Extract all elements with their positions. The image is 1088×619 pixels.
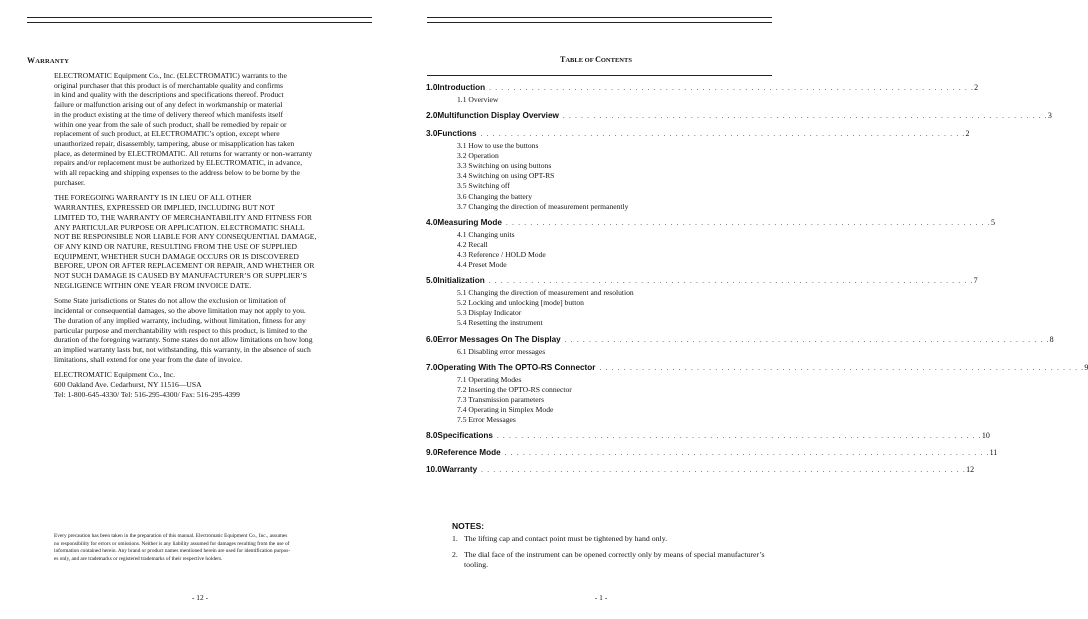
toc-section: [426, 465, 975, 477]
toc-subsection[interactable]: 1.1 Overview: [457, 95, 499, 104]
toc-subsection[interactable]: 3.2 Operation: [457, 151, 499, 161]
toc-section-number: 9.0: [426, 448, 438, 458]
company-address: ELECTROMATIC Equipment Co., Inc. 600 Oakland Ave. Cedarhurst, NY 11516—USA Tel: 1-800-645-4330/ Tel: 516-295-4300/ Fax: 516-295-4399: [54, 370, 240, 399]
toc-entry[interactable]: [426, 431, 990, 443]
note-item: [452, 550, 772, 571]
toc-entry[interactable]: [426, 217, 995, 230]
table-of-contents: [426, 83, 1088, 477]
toc-section: [426, 362, 1088, 425]
notes-section: [452, 521, 772, 576]
toc-page-number: 8: [1049, 334, 1054, 344]
toc-page-number: 10: [981, 431, 990, 441]
warranty-disclaimer: THE FOREGOING WARRANTY IS IN LIEU OF ALL OTHER WARRANTIES, EXPRESSED OR IMPLIED, INCLUDING BUT NOT LIMITED TO, THE WARRANTY OF MERCHANTABILITY AND FITNESS FOR ANY PARTICULAR PURPOSE OR APPLICATION. ELECTROMATIC SHALL NOT BE RESPONSIBLE NOR LIABLE FOR ANY CONSEQUENTIAL DAMAGE, OF ANY KIND OR NATURE, RESULTING FROM THE USE OF SUPPLIED EQUIPMENT, WHETHER SUCH DAMAGE OCCURS OR IS DISCOVERED BEFORE, UPON OR AFTER REPLACEMENT OR REPAIR, AND WHETHER OR NOT SUCH DAMAGE IS CAUSED BY MANUFACTURER’S OR SUPPLIER’S NEGLIGENCE WITHIN ONE YEAR FROM INVOICE DATE.: [54, 193, 317, 290]
toc-section: [426, 83, 979, 105]
toc-page-number: 2: [965, 129, 970, 139]
toc-section-title: Initialization: [437, 276, 485, 286]
toc-leader-dots: . . . . . . . . . . . . . . . . . . . . . . . . . . . . . . . . . . . . . . . . . . . . . . . . . . . . . . . . . . . . . . . . . . . . . . . . . . . . . . . .: [481, 466, 967, 475]
toc-entry[interactable]: [426, 465, 975, 477]
toc-subsection[interactable]: 5.4 Resetting the instrument: [457, 318, 543, 328]
note-item: [452, 534, 772, 545]
toc-section-title: Error Messages On The Display: [437, 334, 561, 344]
toc-subsection[interactable]: 3.6 Changing the battery: [457, 191, 533, 201]
toc-subsection[interactable]: 4.3 Reference / HOLD Mode: [457, 249, 546, 259]
toc-section-number: 10.0: [426, 465, 442, 475]
toc-subsection[interactable]: 7.5 Error Messages: [457, 414, 516, 424]
toc-subsection[interactable]: 4.1 Changing units: [457, 229, 515, 239]
toc-page-number: 11: [989, 448, 998, 458]
contents-page: [400, 0, 1088, 619]
warranty-body: [54, 71, 374, 406]
toc-subsection[interactable]: 4.4 Preset Mode: [457, 260, 507, 270]
toc-heading: TABLE OF CONTENTS: [560, 55, 632, 64]
warranty-heading: WARRANTY: [27, 56, 70, 65]
toc-page-number: 12: [966, 465, 975, 475]
toc-section-title: Reference Mode: [437, 448, 501, 458]
toc-leader-dots: . . . . . . . . . . . . . . . . . . . . . . . . . . . . . . . . . . . . . . . . . . . . . . . . . . . . . . . . . . . . . . . . . . . . . . . . . . . . . . . .: [562, 112, 1048, 121]
toc-subsection[interactable]: 5.2 Locking and unlocking [mode] button: [457, 298, 584, 308]
toc-subsection[interactable]: 7.4 Operating in Simplex Mode: [457, 404, 554, 414]
toc-entry[interactable]: [426, 276, 978, 288]
toc-entry[interactable]: [426, 448, 998, 460]
toc-subsection[interactable]: 6.1 Disabling error messages: [457, 346, 546, 356]
toc-entry[interactable]: [426, 129, 970, 141]
toc-entry[interactable]: [426, 111, 1052, 123]
toc-entry[interactable]: [426, 334, 1054, 347]
toc-section-title: Measuring Mode: [437, 217, 502, 227]
note-text: The lifting cap and contact point must be tightened by hand only.: [464, 534, 668, 543]
toc-subsection[interactable]: 4.2 Recall: [457, 239, 488, 249]
toc-leader-dots: . . . . . . . . . . . . . . . . . . . . . . . . . . . . . . . . . . . . . . . . . . . . . . . . . . . . . . . . . . . . . . . . . . . . . . . . . . . . . . . .: [480, 130, 966, 139]
disclaimer-footnote: Every precaution has been taken in the preparation of this manual. Electromatic Equipment Co., Inc., assumes no responsibility for errors or omissions. Neither is any liability assumed for damages resulting from the use of information contained herein. Any brand or product names mentioned herein are used for identification purpos- es only, and are trademarks or registered trademarks of their respective holders.: [54, 533, 291, 562]
toc-leader-dots: . . . . . . . . . . . . . . . . . . . . . . . . . . . . . . . . . . . . . . . . . . . . . . . . . . . . . . . . . . . . . . . . . . . . . . . . . . . . . . . .: [496, 432, 982, 441]
note-number: 2.: [452, 549, 458, 559]
notes-heading: NOTES:: [452, 521, 485, 531]
toc-page-number: 5: [990, 217, 995, 227]
toc-leader-dots: . . . . . . . . . . . . . . . . . . . . . . . . . . . . . . . . . . . . . . . . . . . . . . . . . . . . . . . . . . . . . . . . . . . . . . . . . . . . . . . .: [599, 363, 1085, 372]
page-number: - 12 -: [191, 593, 209, 602]
toc-section-title: Introduction: [437, 83, 486, 92]
toc-section-title: Operating With The OPTO-RS Connector: [437, 362, 596, 372]
toc-section-number: 8.0: [426, 431, 438, 441]
toc-section: [426, 448, 998, 460]
header-rule: [27, 22, 372, 23]
toc-page-number: 3: [1047, 111, 1052, 121]
toc-leader-dots: . . . . . . . . . . . . . . . . . . . . . . . . . . . . . . . . . . . . . . . . . . . . . . . . . . . . . . . . . . . . . . . . . . . . . . . . . . . . . . . .: [564, 335, 1050, 344]
toc-entry[interactable]: [426, 362, 1088, 375]
toc-section: [426, 276, 978, 328]
toc-section-number: 5.0: [426, 276, 438, 286]
toc-page-number: 9: [1084, 362, 1088, 372]
toc-leader-dots: . . . . . . . . . . . . . . . . . . . . . . . . . . . . . . . . . . . . . . . . . . . . . . . . . . . . . . . . . . . . . . . . . . . . . . . . . . . . . . . .: [504, 449, 990, 458]
toc-page-number: 7: [973, 276, 978, 286]
toc-section-number: 7.0: [426, 362, 438, 372]
toc-section-number: 3.0: [426, 129, 438, 139]
toc-section: [426, 334, 1054, 357]
header-rule: [27, 17, 372, 18]
toc-subsection[interactable]: 5.1 Changing the direction of measurement and resolution: [457, 288, 634, 298]
toc-section-number: 2.0: [426, 111, 438, 121]
toc-section: [426, 111, 1052, 123]
note-number: 1.: [452, 534, 458, 543]
toc-subsection[interactable]: 3.3 Switching on using buttons: [457, 161, 552, 171]
warranty-page: [0, 0, 400, 619]
warranty-paragraph: ELECTROMATIC Equipment Co., Inc. (ELECTROMATIC) warrants to the original purchaser that this product is of merchantable quality and confirms in kind and quality with the descriptions and specifications thereof. Product failure or malfunction arising out of any defect in workmanship or material in the product existing at the time of delivery thereof which manifests itself within one year from the sale of such product, shall be remedied by repair or replacement of such product, at ELECTROMATIC’s option, except where unauthorized repair, disassembly, tampering, abuse or misapplication has taken place, as determined by ELECTROMATIC. All returns for warranty or non-warranty repairs and/or replacement must be authorized by ELECTROMATIC, in advance, with all repacking and shipping expenses to the address below to be borne by the purchaser.: [54, 71, 313, 187]
header-rule: [427, 22, 772, 23]
toc-subsection[interactable]: 7.1 Operating Modes: [457, 374, 522, 384]
toc-section-number: 4.0: [426, 217, 438, 227]
toc-subsection[interactable]: 3.5 Switching off: [457, 181, 510, 191]
toc-subsection[interactable]: 3.4 Switching on using OPT-RS: [457, 171, 555, 181]
header-rule: [427, 17, 772, 18]
toc-leader-dots: . . . . . . . . . . . . . . . . . . . . . . . . . . . . . . . . . . . . . . . . . . . . . . . . . . . . . . . . . . . . . . . . . . . . . . . . . . . . . . . .: [506, 218, 991, 227]
warranty-paragraph: Some State jurisdictions or States do not allow the exclusion or limitation of incidental or consequential damages, so the above limitation may not apply to you. The duration of any implied warranty, including, without limitation, fitness for any particular purpose and merchantability with respect to this product, is limited to the duration of the foregoing warranty. Some states do not allow limitations on how long an implied warranty lasts but, not withstanding, this warranty, in the absence of such limitations, shall extend for one year from the date of invoice.: [54, 296, 313, 364]
toc-entry[interactable]: [426, 83, 979, 95]
toc-rule: [427, 75, 772, 76]
toc-section-title: Warranty: [441, 465, 478, 475]
toc-section: [426, 129, 970, 212]
toc-section-title: Specifications: [437, 431, 493, 441]
toc-leader-dots: . . . . . . . . . . . . . . . . . . . . . . . . . . . . . . . . . . . . . . . . . . . . . . . . . . . . . . . . . . . . . . . . . . . . . . . . . . . . . . . .: [488, 277, 974, 286]
toc-subsection[interactable]: 7.3 Transmission parameters: [457, 394, 545, 404]
toc-leader-dots: . . . . . . . . . . . . . . . . . . . . . . . . . . . . . . . . . . . . . . . . . . . . . . . . . . . . . . . . . . . . . . . . . . . . . . . . . . . . . . . .: [489, 84, 975, 92]
toc-page-number: 2: [974, 83, 979, 92]
toc-subsection[interactable]: 7.2 Inserting the OPTO-RS connector: [457, 384, 572, 394]
toc-subsection[interactable]: 3.1 How to use the buttons: [457, 141, 539, 151]
toc-section: [426, 431, 990, 443]
toc-section-number: 6.0: [426, 334, 438, 344]
note-text: The dial face of the instrument can be opened correctly only by means of special manufacturer’s tooling.: [464, 549, 765, 569]
toc-section-title: Multifunction Display Overview: [437, 111, 559, 121]
page-number: - 1 -: [594, 593, 608, 602]
toc-subsection[interactable]: 3.7 Changing the direction of measurement permanently: [457, 201, 629, 211]
toc-section-number: 1.0: [426, 83, 438, 92]
toc-subsection[interactable]: 5.3 Display Indicator: [457, 308, 522, 318]
toc-section: [426, 217, 995, 270]
toc-section-title: Functions: [437, 129, 477, 139]
